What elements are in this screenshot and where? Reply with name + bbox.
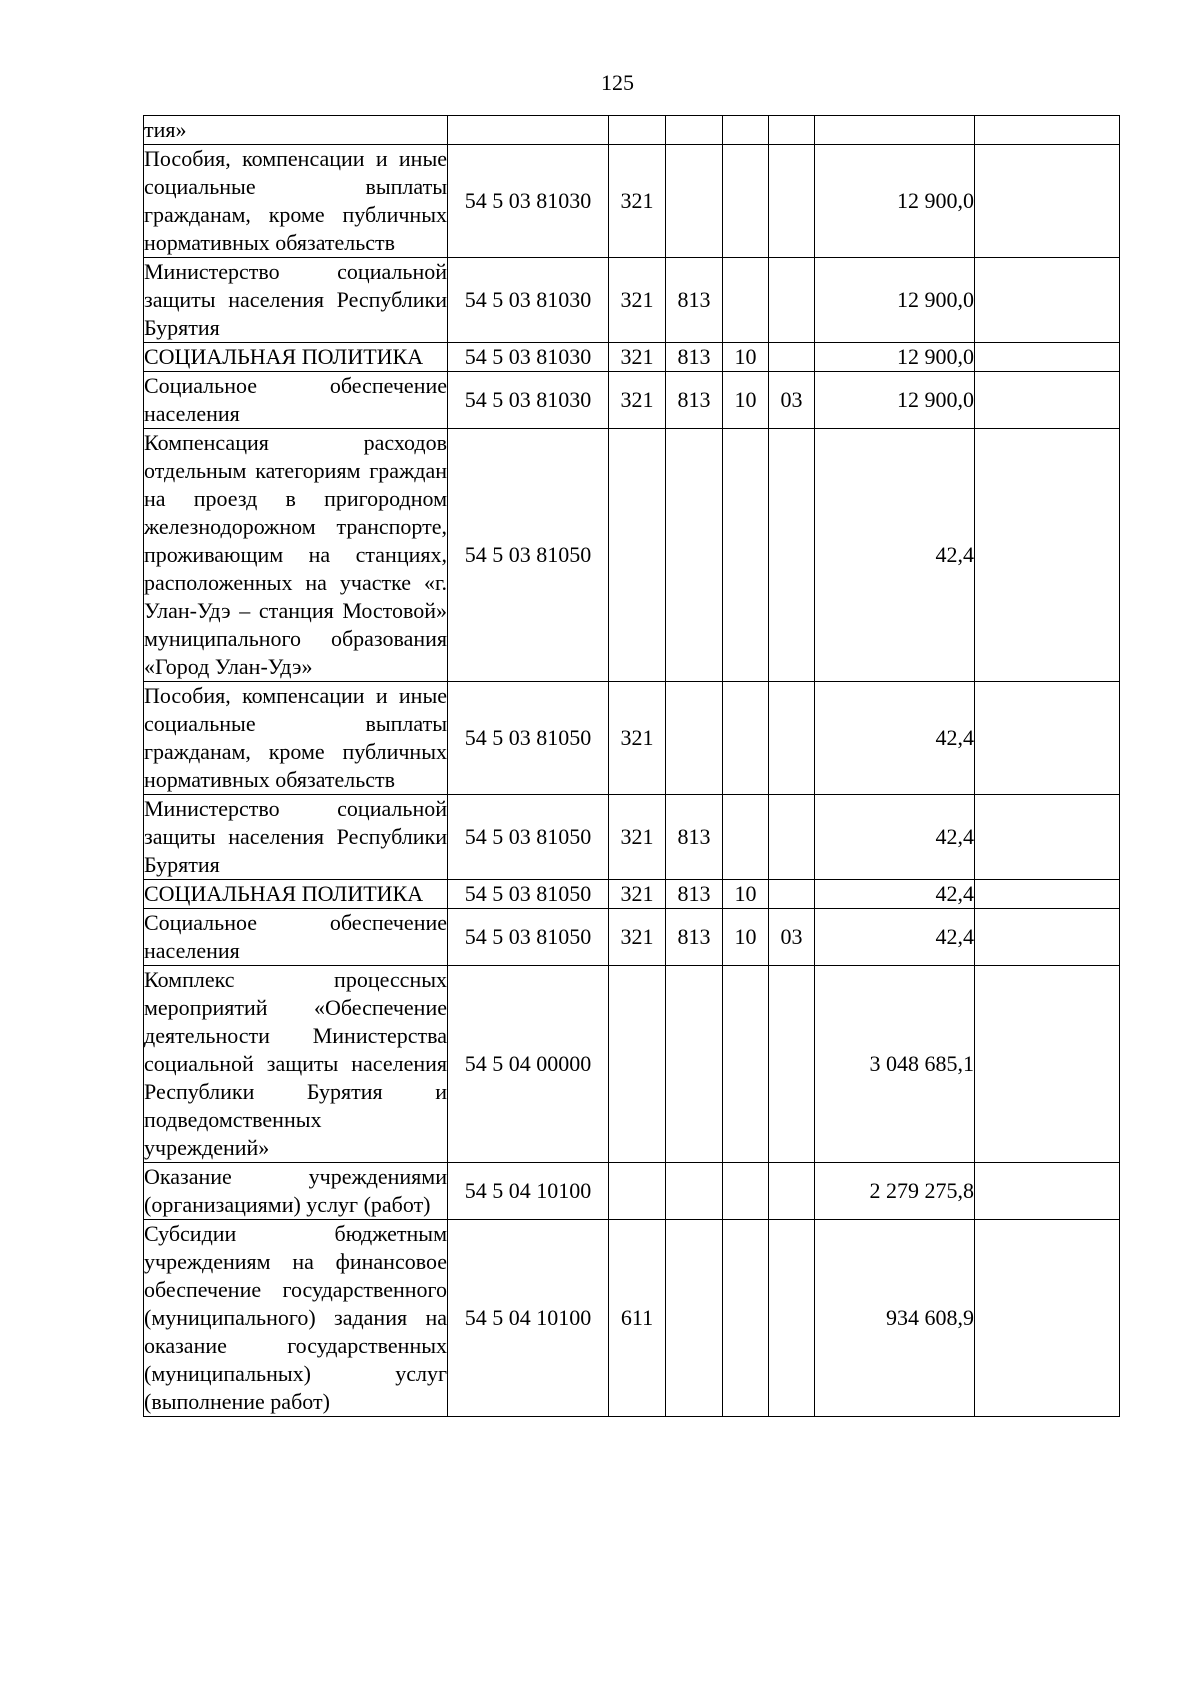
table-row: [144, 909, 1120, 966]
table-row: [144, 258, 1120, 343]
section-code: 10: [723, 880, 769, 909]
table-row: [144, 372, 1120, 429]
section-code: 10: [723, 909, 769, 966]
expense-type: 611: [609, 1220, 666, 1417]
section-code: [723, 966, 769, 1163]
row-name: Министерство социальной защиты населения Республики Бурятия: [144, 258, 448, 343]
extra-amount: [975, 880, 1120, 909]
target-code: 54 5 04 10100: [448, 1220, 609, 1417]
subsection-code: [769, 1163, 815, 1220]
expense-type: 321: [609, 145, 666, 258]
section-code: 10: [723, 343, 769, 372]
table-row: [144, 682, 1120, 795]
ministry-code: [666, 966, 723, 1163]
ministry-code: 813: [666, 795, 723, 880]
subsection-code: [769, 682, 815, 795]
amount: 934 608,9: [815, 1220, 975, 1417]
target-code: 54 5 03 81030: [448, 372, 609, 429]
target-code: 54 5 03 81050: [448, 909, 609, 966]
amount: 12 900,0: [815, 145, 975, 258]
budget-table: [143, 115, 1120, 1417]
extra-amount: [975, 258, 1120, 343]
table-row: [144, 880, 1120, 909]
subsection-code: [769, 795, 815, 880]
target-code: 54 5 03 81050: [448, 795, 609, 880]
ministry-code: 813: [666, 909, 723, 966]
table-row: [144, 145, 1120, 258]
target-code: 54 5 03 81030: [448, 258, 609, 343]
ministry-code: 813: [666, 880, 723, 909]
amount: 2 279 275,8: [815, 1163, 975, 1220]
subsection-code: [769, 1220, 815, 1417]
subsection-code: [769, 343, 815, 372]
section-code: [723, 795, 769, 880]
extra-amount: [975, 1220, 1120, 1417]
row-name: Оказание учреждениями (организациями) услуг (работ): [144, 1163, 448, 1220]
ministry-code: 813: [666, 343, 723, 372]
target-code: 54 5 03 81050: [448, 429, 609, 682]
expense-type: 321: [609, 343, 666, 372]
extra-amount: [975, 795, 1120, 880]
section-code: [723, 258, 769, 343]
extra-amount: [975, 116, 1120, 145]
extra-amount: [975, 966, 1120, 1163]
extra-amount: [975, 145, 1120, 258]
section-code: 10: [723, 372, 769, 429]
section-code: [723, 1163, 769, 1220]
target-code: 54 5 03 81030: [448, 145, 609, 258]
row-name: Пособия, компенсации и иные социальные выплаты гражданам, кроме публичных нормативных обязательств: [144, 682, 448, 795]
expense-type: 321: [609, 258, 666, 343]
section-code: [723, 145, 769, 258]
subsection-code: [769, 966, 815, 1163]
expense-type: 321: [609, 880, 666, 909]
target-code: [448, 116, 609, 145]
extra-amount: [975, 909, 1120, 966]
subsection-code: [769, 880, 815, 909]
section-code: [723, 116, 769, 145]
ministry-code: 813: [666, 258, 723, 343]
extra-amount: [975, 1163, 1120, 1220]
row-name: Социальное обеспечение населения: [144, 372, 448, 429]
table-row: [144, 1220, 1120, 1417]
target-code: 54 5 03 81030: [448, 343, 609, 372]
expense-type: [609, 1163, 666, 1220]
amount: 42,4: [815, 429, 975, 682]
row-name: Комплекс процессных мероприятий «Обеспечение деятельности Министерства социальной защиты населения Республики Бурятия и подведомственных учреждений»: [144, 966, 448, 1163]
ministry-code: [666, 116, 723, 145]
section-code: [723, 429, 769, 682]
target-code: 54 5 04 00000: [448, 966, 609, 1163]
extra-amount: [975, 429, 1120, 682]
table-row: [144, 343, 1120, 372]
row-name: Социальное обеспечение населения: [144, 909, 448, 966]
table-row: [144, 795, 1120, 880]
expense-type: [609, 429, 666, 682]
ministry-code: [666, 1220, 723, 1417]
extra-amount: [975, 343, 1120, 372]
target-code: 54 5 04 10100: [448, 1163, 609, 1220]
amount: [815, 116, 975, 145]
subsection-code: 03: [769, 909, 815, 966]
table-row: [144, 116, 1120, 145]
row-name: СОЦИАЛЬНАЯ ПОЛИТИКА: [144, 880, 448, 909]
extra-amount: [975, 372, 1120, 429]
amount: 42,4: [815, 880, 975, 909]
amount: 12 900,0: [815, 372, 975, 429]
subsection-code: [769, 116, 815, 145]
ministry-code: [666, 429, 723, 682]
ministry-code: [666, 1163, 723, 1220]
table-row: [144, 1163, 1120, 1220]
section-code: [723, 682, 769, 795]
subsection-code: [769, 429, 815, 682]
expense-type: [609, 966, 666, 1163]
expense-type: 321: [609, 909, 666, 966]
section-code: [723, 1220, 769, 1417]
amount: 3 048 685,1: [815, 966, 975, 1163]
expense-type: 321: [609, 682, 666, 795]
subsection-code: [769, 258, 815, 343]
table-row: [144, 966, 1120, 1163]
page-number: 125: [601, 70, 634, 95]
row-name: Пособия, компенсации и иные социальные выплаты гражданам, кроме публичных нормативных обязательств: [144, 145, 448, 258]
amount: 42,4: [815, 909, 975, 966]
amount: 12 900,0: [815, 258, 975, 343]
amount: 12 900,0: [815, 343, 975, 372]
row-name: тия»: [144, 116, 448, 145]
row-name: СОЦИАЛЬНАЯ ПОЛИТИКА: [144, 343, 448, 372]
extra-amount: [975, 682, 1120, 795]
target-code: 54 5 03 81050: [448, 682, 609, 795]
expense-type: 321: [609, 795, 666, 880]
expense-type: 321: [609, 372, 666, 429]
subsection-code: [769, 145, 815, 258]
row-name: Компенсация расходов отдельным категориям граждан на проезд в пригородном железнодорожном транспорте, проживающим на станциях, расположенных на участке «г. Улан-Удэ – станция Мостовой» муниципального образования «Город Улан-Удэ»: [144, 429, 448, 682]
expense-type: [609, 116, 666, 145]
target-code: 54 5 03 81050: [448, 880, 609, 909]
amount: 42,4: [815, 795, 975, 880]
ministry-code: 813: [666, 372, 723, 429]
amount: 42,4: [815, 682, 975, 795]
row-name: Министерство социальной защиты населения Республики Бурятия: [144, 795, 448, 880]
table-row: [144, 429, 1120, 682]
ministry-code: [666, 682, 723, 795]
row-name: Субсидии бюджетным учреждениям на финансовое обеспечение государственного (муниципального) задания на оказание государственных (муниципальных) услуг (выполнение работ): [144, 1220, 448, 1417]
subsection-code: 03: [769, 372, 815, 429]
ministry-code: [666, 145, 723, 258]
